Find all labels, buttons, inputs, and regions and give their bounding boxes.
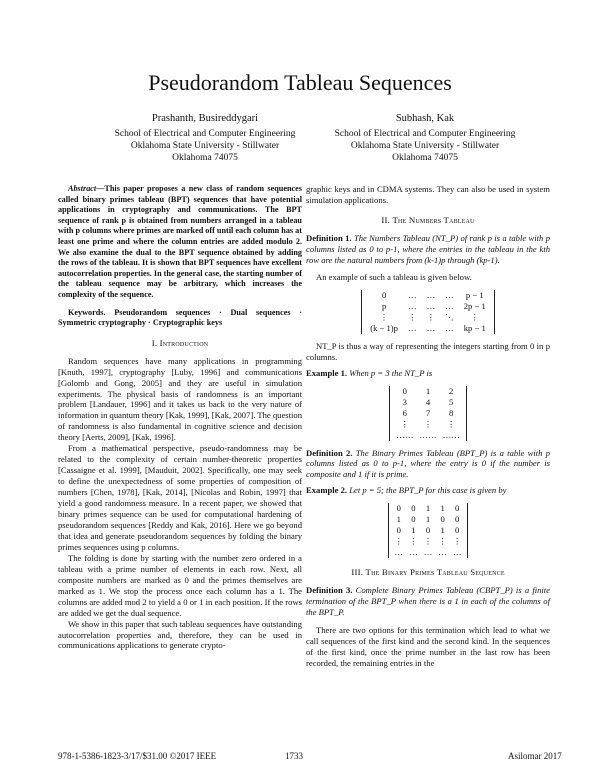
example-1 — [306, 368, 550, 379]
keywords-text: Pseudorandom sequences · Dual sequences · Symmetric cryptography · Cryptographic keys — [58, 307, 302, 328]
matrix-row — [365, 301, 491, 312]
matrix-cell: ⋮ — [423, 418, 433, 429]
definition-1 — [306, 233, 550, 266]
nt-description: NT_P is thus a way of representing the integers starting from 0 in p columns. — [306, 340, 550, 362]
matrix-cell: … — [445, 300, 454, 311]
matrix-cell: 0 — [440, 514, 445, 525]
matrix-cell: … — [407, 289, 417, 300]
matrix-row — [393, 430, 463, 441]
matrix-row — [392, 536, 465, 547]
section-number: III. — [351, 567, 364, 578]
definition-label: Definition 2. — [306, 447, 353, 458]
matrix-cell: … — [438, 547, 447, 558]
matrix-cell: ⋮ — [423, 536, 433, 547]
matrix-cell: … — [426, 300, 436, 311]
matrix-cell: ⋮ — [470, 311, 480, 322]
section-number: II. — [381, 214, 391, 225]
matrix-cell: p — [381, 300, 387, 311]
matrix-cell: 0 — [402, 385, 407, 396]
matrix-cell: 1 — [396, 514, 401, 525]
matrix-cell: ⋮ — [407, 311, 417, 322]
definition-text: The Numbers Tableau (NT_P) of rank p is a table with p columns listed as 0 to p-1, where the entries in the tableau in the kth row are the natural numbers from (k-1)p through (kp-1). — [306, 232, 550, 265]
section-title: The Numbers Tableau — [392, 214, 475, 225]
matrix-cell: 0 — [396, 503, 401, 514]
author-dept: School of Electrical and Computer Engineering — [334, 129, 516, 139]
matrix-cell: ⋮ — [446, 418, 456, 429]
section-heading-3 — [306, 567, 550, 578]
section-number: I. — [151, 337, 158, 348]
matrix-cell: … — [452, 547, 462, 558]
matrix-cell: ⋮ — [394, 536, 404, 547]
author-addr: Oklahoma 74075 — [172, 153, 238, 163]
matrix-cell: 0 — [455, 525, 460, 536]
abstract-text: —This paper proposes a new class of random sequences called binary primes tableau (BPT) sequences that have potential applications in cryptography and communications. The BPT sequence of rank p is obtained from numbers arranged in a tableau with p columns where primes are marked off until each column has at least one prime and where the column entries are added modulo 2. We also examine the dual to the BPT sequence obtained by adding the rows of the tableau. It is shown that BPT sequences have excellent autocorrelation properties. In the general case, the starting number of the tableau sequence may be arbitrary, which increases the complexity of the sequence. — [58, 184, 303, 299]
example-text: When p = 3 the NT_P is — [349, 367, 433, 378]
matrix-cell: 2p − 1 — [463, 300, 486, 311]
matrix-cell: 1 — [411, 525, 416, 536]
author-name: Prashanth, Busireddygari — [151, 113, 259, 124]
right-column — [306, 184, 550, 669]
matrix-cell: … — [445, 289, 454, 300]
matrix-cell: 0 — [411, 514, 416, 525]
left-column — [58, 184, 302, 651]
example-intro: An example of such a tableau is given below. — [316, 271, 472, 282]
matrix-cell: 0 — [425, 525, 431, 536]
matrix-cell: … — [445, 322, 454, 333]
matrix-row — [393, 397, 463, 408]
matrix-cell: ⋱ — [445, 311, 454, 322]
section-title: The Binary Primes Tableau Sequence — [365, 567, 505, 578]
keywords — [58, 308, 302, 329]
intro-paragraph-4: We show in this paper that such tableau sequences have outstanding autocorrelation properties and, therefore, they can be used in communications applications to generate crypto- — [58, 618, 302, 651]
matrix-cell: 0 — [381, 289, 387, 300]
intro-paragraph-2: From a mathematical perspective, pseudo-randomness may be related to the complexity of certain number-theoretic properties [Cassaigne et al. 1999], [Mauduit, 2002]. Specifically, one may seek to define the unexpectedness of some properties of composition of numbers [Chen, 1978], [Kak, 2014], [Nicolas and Robin, 1997] that yield a good randomness measure. In a recent paper, we showed that binary primes sequence can be used for computational hardening of pseudorandom sequences [Reddy and Kak, 2016]. Here we go beyond that idea and generate pseudorandom sequences by folding the binary primes sequences using p columns. — [58, 443, 302, 552]
footer-page-number: 1733 — [285, 751, 303, 761]
matrix-cell: ⋮ — [426, 311, 436, 322]
matrix-cell: 6 — [402, 407, 407, 418]
definition-2 — [306, 448, 550, 481]
matrix-cell: …… — [419, 429, 437, 440]
example-2-matrix — [388, 503, 469, 558]
matrix-row — [393, 419, 463, 430]
example-1-matrix — [389, 386, 467, 441]
author-block-1 — [85, 113, 325, 164]
definition-text: The Binary Primes Tableau (BPT_P) is a table with p columns listed as 0 to p-1, where the entry is 0 if the number is composite and 1 if it is prime. — [306, 447, 551, 480]
matrix-cell: 0 — [455, 503, 460, 514]
author-univ: Oklahoma State University - Stillwater — [130, 141, 280, 151]
example-label: Example 1. — [306, 367, 348, 378]
author-univ: Oklahoma State University - Stillwater — [350, 141, 500, 151]
matrix-cell: … — [423, 547, 433, 558]
matrix-row — [392, 525, 465, 536]
matrix-row — [393, 408, 463, 419]
final-paragraph: There are two options for this termination which lead to what we call sequences of the first kind and the second kind. In the sequences of the first kind, once the prime number in the last row has been recorded, the remaining entries in the — [306, 625, 550, 669]
matrix-cell: 1 — [425, 503, 431, 514]
example-label: Example 2. — [306, 485, 348, 496]
section-title: Introduction — [159, 337, 209, 348]
matrix-row — [392, 514, 465, 525]
matrix-cell: 1 — [440, 525, 445, 536]
matrix-cell: 1 — [425, 514, 431, 525]
matrix-cell: … — [394, 547, 404, 558]
matrix-cell: … — [407, 322, 417, 333]
matrix-cell: 2 — [449, 385, 454, 396]
intro-paragraph-1: Random sequences have many applications in programming [Knuth, 1997], cryptography [Luby, 1996] and communications [Golomb and Gong, 2005] and they are useful in simulation experiments. The physical basis of randomness is an important problem [Landauer, 1996] and it takes us back to the very nature of information in quantum theory [Kak, 1999], [Kak, 2007]. The question of randomness is also fundamental in cognitive science and decision theory [Aerts, 2009], [Kak, 1996]. — [58, 355, 302, 443]
numbers-tableau-matrix — [361, 290, 495, 334]
matrix-cell: (k − 1)p — [370, 322, 398, 333]
matrix-cell: 7 — [425, 407, 431, 418]
matrix-cell: …… — [442, 429, 460, 440]
matrix-row — [392, 547, 465, 558]
matrix-cell: ⋮ — [438, 536, 447, 547]
matrix-row — [392, 503, 465, 514]
matrix-cell: 4 — [425, 396, 431, 407]
definition-text: Complete Binary Primes Tableau (CBPT_P) is a finite termination of the BPT_P when there is a 1 in each of the columns of the BPT_P. — [306, 585, 550, 618]
footer-copyright: 978-1-5386-1823-3/17/$31.00 ©2017 IEEE — [58, 751, 217, 761]
matrix-row — [393, 386, 463, 397]
paper-title: Pseudorandom Tableau Sequences — [148, 70, 452, 95]
matrix-cell: ⋮ — [400, 418, 410, 429]
footer-conference: Asilomar 2017 — [508, 751, 562, 761]
matrix-cell: 0 — [396, 525, 401, 536]
definition-label: Definition 1. — [306, 232, 352, 243]
example-2 — [306, 485, 550, 496]
intro-continuation: graphic keys and in CDMA systems. They can also be used in system simulation applications. — [306, 184, 550, 205]
matrix-cell: 1 — [440, 503, 445, 514]
author-name: Subhash, Kak — [395, 113, 455, 124]
author-dept: School of Electrical and Computer Engineering — [114, 129, 296, 139]
matrix-cell: 8 — [449, 407, 454, 418]
abstract-label: Abstract — [68, 184, 97, 193]
abstract — [58, 184, 302, 301]
example-text: Let p = 5; the BPT_P for this case is given by — [349, 485, 507, 496]
matrix-cell: kp − 1 — [463, 322, 486, 333]
section-heading-1 — [58, 338, 302, 349]
intro-paragraph-3: The folding is done by starting with the number zero ordered in a tableau with a prime number of elements in each row. Next, all composite numbers are marked as 0 and the primes themselves are marked as 1. We stop the process once each column has a 1. The columns are added mod 2 to yield a 0 or 1 in each position. If the rows are added we get the dual sequence. — [58, 552, 302, 618]
matrix-cell: … — [426, 289, 436, 300]
matrix-cell: 3 — [402, 396, 407, 407]
matrix-cell: ⋮ — [452, 536, 462, 547]
section-heading-2 — [306, 215, 550, 226]
matrix-cell: 1 — [425, 385, 431, 396]
keywords-label: Keywords. — [68, 307, 106, 317]
matrix-cell: … — [409, 547, 418, 558]
matrix-cell: ⋮ — [409, 536, 418, 547]
matrix-cell: …… — [396, 429, 414, 440]
matrix-cell: … — [407, 300, 417, 311]
definition-label: Definition 3. — [306, 585, 353, 596]
matrix-row — [365, 290, 491, 301]
definition-3 — [306, 585, 550, 618]
author-addr: Oklahoma 74075 — [392, 153, 458, 163]
matrix-row — [365, 323, 491, 334]
matrix-cell: 5 — [449, 396, 454, 407]
matrix-row — [365, 312, 491, 323]
matrix-cell: … — [426, 322, 436, 333]
matrix-cell: 0 — [455, 514, 460, 525]
matrix-cell: p − 1 — [465, 289, 484, 300]
author-block-2 — [305, 113, 545, 164]
matrix-cell: ⋮ — [379, 311, 389, 322]
matrix-cell: 0 — [411, 503, 416, 514]
